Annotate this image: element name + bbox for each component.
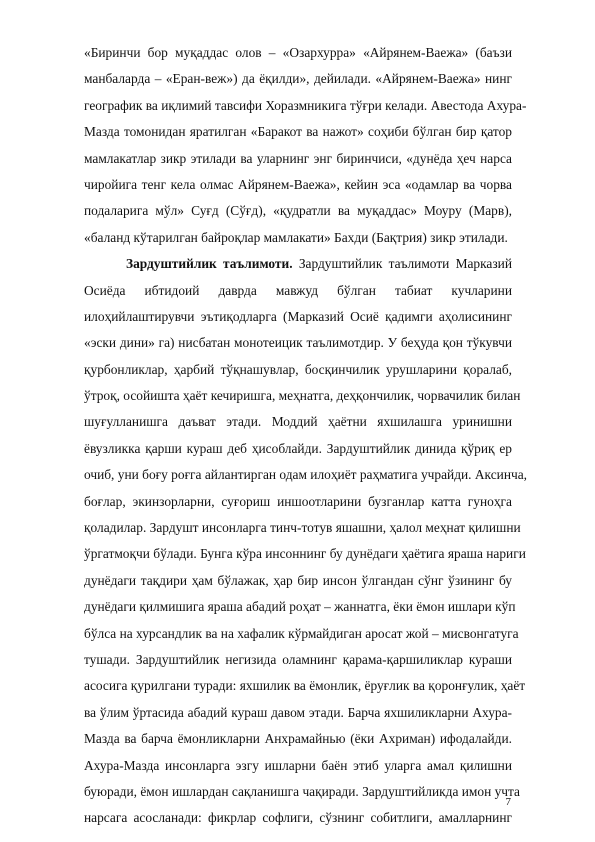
text-line: подаларига мўл» Суғд (Сўғд), «қудратли ва муқаддас» Моуру (Марв), (84, 203, 512, 219)
text-line: Мазда ва барча ёмонликларни Анхрамайнью (ёки Ахриман) ифодалайди. (84, 731, 512, 747)
text-line: «баланд кўтарилган байроқлар мамлакати» Бахди (Бақтрия) зикр этилади. (84, 229, 508, 245)
text-line: Осиёда ибтидоий даврда мавжуд бўлган табиат кучларини (84, 282, 512, 298)
text-line: очиб, уни боғу роғга айлантирган одам илоҳиёт раҳматига учрайди. Аксинча, (84, 467, 528, 483)
text-line: тушади. Зардуштийлик негизида оламнинг қарама-қаршиликлар кураши (84, 651, 512, 667)
text-line: илоҳийлаштирувчи эътиқодларга (Марказий Осиё қадимги аҳолисининг (84, 308, 512, 324)
text-line: ўтроқ, осойишта ҳаёт кечиришга, меҳнатга, деҳқончилик, чорвачилик билан (84, 388, 521, 404)
text-line: манбаларда – «Еран-веж») да ёқилди», дейилади. «Айрянем-Ваежа» нинг (84, 71, 512, 87)
text-line: дунёдаги тақдири ҳам бўлажак, ҳар бир инсон ўлгандан сўнг ўзининг бу (84, 572, 512, 588)
text-line: дунёдаги қилмишига яраша абадий роҳат – жаннатга, ёки ёмон ишлари кўп (84, 599, 516, 615)
text-line: шуғулланишга даъват этади. Моддий ҳаётни яхшилашга уринишни (84, 414, 512, 430)
document-page (84, 40, 528, 832)
text-line: «эски дини» га) нисбатан монотеицик таълимотдир. У беҳуда қон тўкувчи (84, 335, 512, 351)
text-line: бўлса на хурсандлик ва на хафалик кўрмайдиган аросат жой – мисвонгатуга (84, 625, 519, 641)
text-line: боғлар, экинзорларни, суғориш иншоотларини бузганлар катта гуноҳга (84, 493, 512, 509)
section-heading: Зардуштийлик таълимоти. (126, 256, 293, 272)
paragraph-intro (84, 40, 527, 251)
text-line: Мазда томонидан яратилган «Баракот ва нажот» соҳиби бўлган бир қатор (84, 124, 512, 140)
paragraph-first-line (84, 251, 512, 277)
text-line: қоладилар. Зардушт инсонларга тинч-тотув яшашни, ҳалол меҳнат қилишни (84, 520, 521, 536)
paragraph-zoroastrianism (84, 251, 528, 832)
text-line: ва ўлим ўртасида абадий кураш давом этади. Барча яхшиликларни Ахура- (84, 704, 512, 720)
text-line: қурбонликлар, ҳарбий тўқнашувлар, босқинчилик урушларини қоралаб, (84, 361, 512, 377)
text-line: Ахура-Мазда инсонларга эзгу ишларни баён этиб уларга амал қилишни (84, 757, 512, 773)
text-line: буюради, ёмон ишлардан сақланишга чақиради. Зардуштийликда имон учта (84, 783, 520, 799)
text-line: географик ва иқлимий тавсифи Хоразмникига тўғри келади. Авестода Ахура- (84, 97, 527, 113)
text-line: чиройига тенг кела олмас Айрянем-Ваежа», кейин эса «одамлар ва чорва (84, 176, 512, 192)
text-line: нарсага асосланади: фикрлар софлиги, сўзнинг собитлиги, амалларнинг (84, 810, 512, 826)
text-line: «Биринчи бор муқаддас олов – «Озархурра» «Айрянем-Ваежа» (баъзи (84, 45, 512, 60)
text-line: ўргатмоқчи бўлади. Бунга кўра инсоннинг бу дунёдаги ҳаётига яраша нариги (84, 546, 526, 562)
text-line: мамлакатлар зикр этилади ва уларнинг энг биринчиси, «дунёда ҳеч нарса (84, 150, 512, 166)
text-line: ёвузликка қарши кураш деб ҳисоблайди. Зардуштийлик динида қўриқ ер (84, 440, 512, 456)
text-line: асосига қурилгани туради: яхшилик ва ёмонлик, ёруғлик ва қоронғулик, ҳаёт (84, 678, 526, 694)
paragraph-body (84, 278, 528, 832)
page-number: 7 (505, 796, 511, 808)
paragraph-first-line-rest: Зардуштийлик таълимоти Марказий (298, 256, 512, 272)
